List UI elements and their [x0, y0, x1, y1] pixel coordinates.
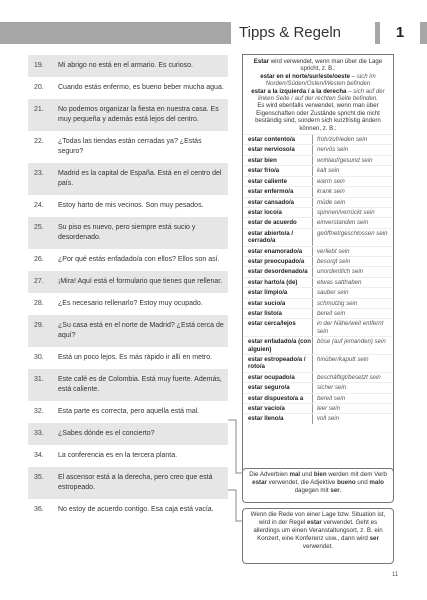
vocab-row [243, 197, 393, 207]
vocab-row [243, 217, 393, 227]
vocab-spanish: estar enamorado/a [243, 247, 313, 256]
exercise-number: 22. [34, 138, 44, 145]
exercise-number: 30. [34, 354, 44, 361]
exercise-text: ¿Su casa está en el norte de Madrid? ¿Está cerca de aquí? [58, 322, 224, 339]
rules-intro [243, 55, 393, 134]
vocab-spanish: estar lleno/a [243, 414, 313, 423]
vocab-spanish: estar abierto/a / cerrado/a [243, 229, 313, 246]
exercise-number: 26. [34, 256, 44, 263]
vocab-row [243, 186, 393, 196]
vocab-row [243, 308, 393, 318]
exercise-row [28, 195, 228, 217]
vocab-row [243, 228, 393, 246]
vocab-german: voll sein [317, 415, 340, 423]
vocab-row [243, 144, 393, 154]
vocab-row [243, 256, 393, 266]
section-number: 1 [380, 22, 420, 44]
vocab-row [243, 372, 393, 382]
exercise-number: 29. [34, 322, 44, 329]
exercise-text: ¿Por qué estás enfadado/a con ellos? Ellos son así. [58, 256, 220, 263]
exercise-text: Estoy harto de mis vecinos. Son muy pesados. [58, 202, 204, 209]
exercise-number: 24. [34, 202, 44, 209]
vocab-spanish: estar nervioso/a [243, 145, 313, 154]
vocab-row [243, 413, 393, 423]
exercise-text: Este café es de Colombia. Está muy fuerte. Además, está caliente. [58, 376, 222, 393]
exercise-row [28, 55, 228, 77]
vocab-spanish: estar seguro/a [243, 383, 313, 392]
exercise-row [28, 249, 228, 271]
vocab-row [243, 382, 393, 392]
exercise-number: 19. [34, 62, 44, 69]
vocab-row [243, 207, 393, 217]
exercise-text: Madrid es la capital de España. Está en el centro del país. [58, 170, 222, 187]
vocab-german: unordentlich sein [317, 268, 364, 276]
vocab-row [243, 403, 393, 413]
rule-example-es: estar a la izquierda / a la derecha [251, 87, 347, 95]
vocab-row [243, 277, 393, 287]
exercise-number: 34. [34, 452, 44, 459]
exercise-number: 25. [34, 224, 44, 231]
exercise-row [28, 293, 228, 315]
vocab-german: froh/zufrieden sein [317, 136, 368, 144]
rule-example-de: – sich auf der linken Seite / auf der rechten Seite befinden. [258, 87, 385, 103]
vocab-german: spinnen/verrückt sein [317, 208, 375, 216]
exercise-row [28, 315, 228, 347]
vocab-row [243, 354, 393, 372]
vocab-german: bereit sein [317, 394, 346, 402]
exercise-text: Esta parte es correcta, pero aquella está mal. [58, 408, 200, 415]
exercise-row [28, 99, 228, 131]
exercise-row [28, 499, 228, 521]
page-title: Tipps & Regeln [230, 22, 375, 44]
vocab-german: besorgt sein [317, 257, 351, 265]
vocab-spanish: estar enfermo/a [243, 187, 313, 196]
exercise-number: 23. [34, 170, 44, 177]
exercise-text: ¡Mira! Aquí está el formulario que tienes que rellenar. [58, 278, 223, 285]
rule-keyword: Estar [253, 58, 270, 65]
exercise-row [28, 467, 228, 499]
exercise-number: 27. [34, 278, 44, 285]
vocab-row [243, 336, 393, 354]
exercise-text: ¿Es necesario rellenarlo? Estoy muy ocupado. [58, 300, 203, 307]
vocab-spanish: estar de acuerdo [243, 218, 313, 227]
exercise-number: 32. [34, 408, 44, 415]
exercise-number: 36. [34, 506, 44, 513]
vocab-spanish: estar contento/a [243, 135, 313, 144]
exercise-row [28, 445, 228, 467]
exercise-text: No estoy de acuerdo contigo. Esa caja está vacía. [58, 506, 214, 513]
vocab-spanish: estar listo/a [243, 309, 313, 318]
vocab-german: kalt sein [317, 167, 340, 175]
exercise-number: 21. [34, 106, 44, 113]
vocab-german: einverstanden sein [317, 219, 369, 227]
exercise-row [28, 369, 228, 401]
vocab-spanish: estar frío/a [243, 166, 313, 175]
rule-example-es: estar en el norte/sur/este/oeste [260, 72, 350, 80]
vocab-spanish: estar bien [243, 156, 313, 165]
vocab-german: böse (auf jemanden) sein [317, 338, 386, 346]
exercise-row [28, 131, 228, 163]
vocab-row [243, 155, 393, 165]
vocab-german: verliebt sein [317, 247, 350, 255]
vocab-row [243, 318, 393, 336]
rule-example-de: – sich im Norden/Süden/Osten/Westen befinden [265, 72, 376, 88]
vocab-spanish: estar harto/a (de) [243, 278, 313, 287]
exercise-text: El ascensor está a la derecha, pero creo que está estropeado. [58, 474, 213, 491]
vocab-german: sicher sein [317, 384, 347, 392]
vocab-spanish: estar enfadado/a (con alguien) [243, 337, 313, 354]
exercise-number: 28. [34, 300, 44, 307]
vocab-spanish: estar ocupado/a [243, 373, 313, 382]
exercise-list [28, 55, 228, 521]
vocab-german: schmutzig sein [317, 299, 358, 307]
vocab-row [243, 176, 393, 186]
vocab-row [243, 266, 393, 276]
exercise-number: 31. [34, 376, 44, 383]
vocab-german: etwas satthaben [317, 278, 362, 286]
exercise-text: Su piso es nuevo, pero siempre está sucio y desordenado. [58, 224, 196, 241]
exercise-text: No podemos organizar la fiesta en nuestra casa. Es muy pequeña y además está lejos del centro. [58, 106, 219, 123]
vocab-spanish: estar caliente [243, 177, 313, 186]
vocab-german: warm sein [317, 177, 345, 185]
page-number: 11 [392, 572, 399, 578]
note-adverbs: Die Adverbien mal und bien werden mit dem Verb estar verwendet, die Adjektive bueno und malo dagegen mit ser. [242, 468, 394, 503]
vocab-spanish: estar loco/a [243, 208, 313, 217]
vocab-german: leer sein [317, 405, 341, 413]
vocab-german: nervös sein [317, 146, 349, 154]
vocab-list [243, 134, 393, 424]
vocab-spanish: estar vacío/a [243, 404, 313, 413]
exercise-row [28, 401, 228, 423]
vocab-spanish: estar cerca/lejos [243, 319, 313, 336]
vocab-spanish: estar dispuesto/a a [243, 394, 313, 403]
vocab-row [243, 165, 393, 175]
vocab-german: geöffnet/geschlossen sein [317, 229, 388, 237]
exercise-row [28, 217, 228, 249]
exercise-number: 20. [34, 84, 44, 91]
exercise-row [28, 163, 228, 195]
rules-box [242, 54, 394, 499]
exercise-row [28, 77, 228, 99]
vocab-spanish: estar limpio/a [243, 288, 313, 297]
vocab-german: bereit sein [317, 309, 346, 317]
exercise-text: Cuando estás enfermo, es bueno beber mucha agua. [58, 84, 224, 91]
vocab-spanish: estar preocupado/a [243, 257, 313, 266]
vocab-spanish: estar estropeado/a / roto/a [243, 355, 313, 372]
vocab-german: beschäftigt/besetzt sein [317, 373, 381, 381]
vocab-german: in der Nähe/weit entfernt sein [317, 320, 384, 335]
exercise-row [28, 423, 228, 445]
vocab-row [243, 246, 393, 256]
exercise-row [28, 347, 228, 369]
vocab-row [243, 298, 393, 308]
exercise-text: La conferencia es en la tercera planta. [58, 452, 178, 459]
rule-text: Es wird ebenfalls verwendet, wenn man über Eigenschaften oder Zustände spricht die nicht beständig sind, sondern sich kurzfristig ändern können, z. B.: [255, 102, 381, 132]
vocab-german: sauber sein [317, 289, 349, 297]
vocab-spanish: estar cansado/a [243, 198, 313, 207]
vocab-row [243, 287, 393, 297]
vocab-german: hinüber/kaputt sein [317, 356, 369, 363]
vocab-german: müde sein [317, 198, 346, 206]
vocab-spanish: estar desordenado/a [243, 267, 313, 276]
exercise-row [28, 271, 228, 293]
exercise-text: ¿Todas las tiendas están cerradas ya? ¿Estás seguro? [58, 138, 202, 155]
exercise-number: 35. [34, 474, 44, 481]
rule-text: wird verwendet, wenn man über die Lage spricht, z. B.: [269, 58, 383, 73]
note-location: Wenn die Rede von einer Lage bzw. Situation ist, wird in der Regel estar verwendet. Geht es allerdings um einen Veranstaltungsort, z. B. ein Konzert, eine Konferenz usw., dann wird ser verwendet. [242, 508, 394, 564]
exercise-text: Mi abrigo no está en el armario. Es curioso. [58, 62, 194, 69]
vocab-german: krank sein [317, 188, 345, 196]
exercise-text: ¿Sabes dónde es el concierto? [58, 430, 155, 437]
vocab-spanish: estar sucio/a [243, 299, 313, 308]
vocab-row [243, 134, 393, 144]
vocab-row [243, 393, 393, 403]
exercise-number: 33. [34, 430, 44, 437]
exercise-text: Está un poco lejos. Es más rápido ir allí en metro. [58, 354, 213, 361]
vocab-german: wohlauf/gesund sein [317, 156, 373, 164]
